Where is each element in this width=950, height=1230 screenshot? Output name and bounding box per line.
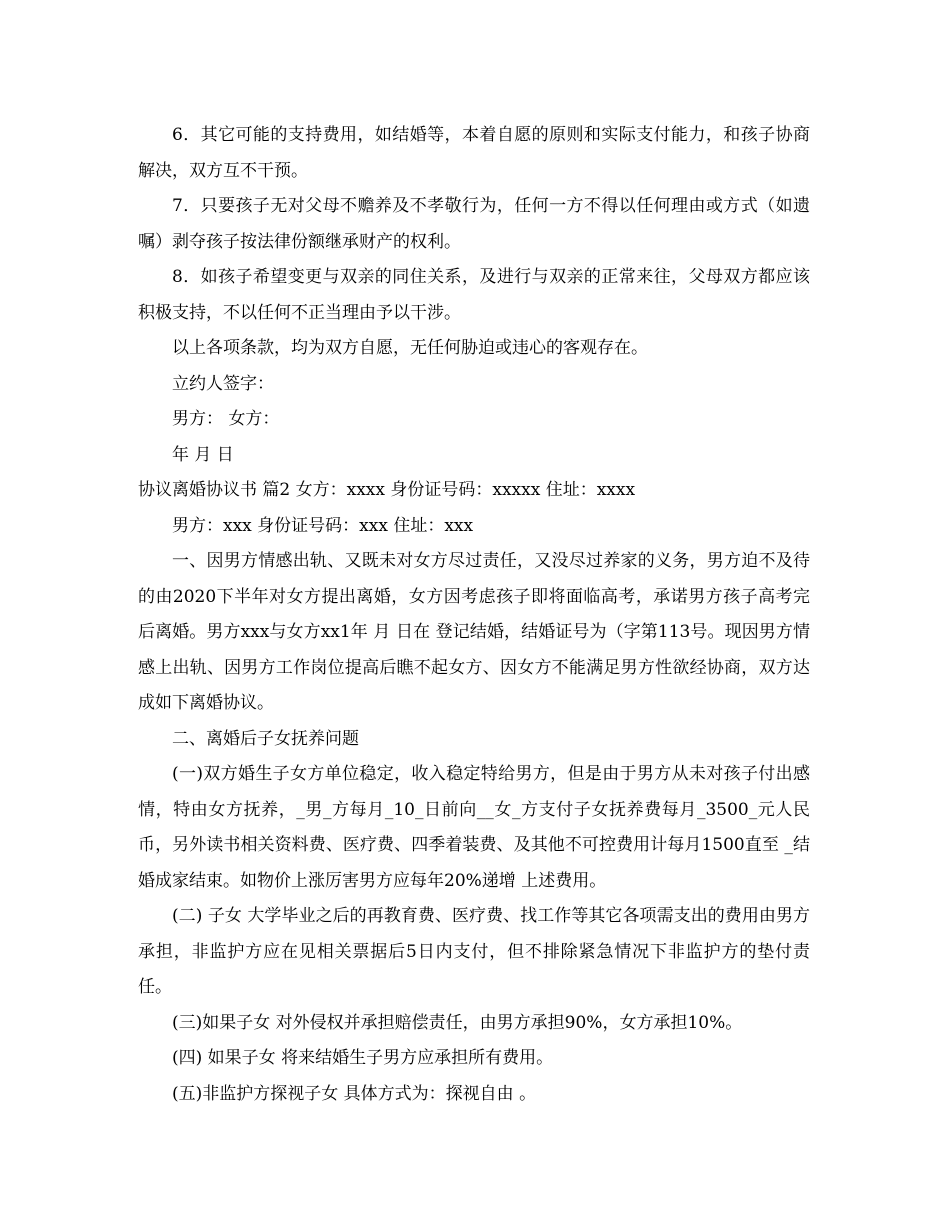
item-4-marriage-costs: (四) 如果子女 将来结婚生子男方应承担所有费用。 — [172, 1048, 554, 1068]
clause-8-cohabitation-change: 8．如孩子希望变更与双亲的同住关系，及进行与双亲的正常来往，父母双方都应该积极支持，不以任何不正当理由予以干涉。 — [138, 267, 810, 323]
agreement-2-header: 协议离婚协议书 篇2 女方：xxxx 身份证号码：xxxxx 住址：xxxx — [138, 480, 636, 500]
item-5-visitation: (五)非监护方探视子女 具体方式为：探视自由 。 — [172, 1083, 537, 1104]
male-party-info: 男方：xxx 身份证号码：xxx 住址：xxx — [172, 515, 474, 536]
voluntary-statement: 以上各项条款，均为双方自愿，无任何胁迫或违心的客观存在。 — [172, 338, 648, 358]
date-line: 年 月 日 — [172, 444, 234, 465]
item-2-education-costs: (二) 子女 大学毕业之后的再教育费、医疗费、找工作等其它各项需支出的费用由男方承担，非监护方应在见相关票据后5日内支付，但不排除紧急情况下非监护方的垫付责任。 — [138, 906, 810, 997]
signature-label: 立约人签字： — [172, 373, 274, 394]
item-3-liability: (三)如果子女 对外侵权并承担赔偿责任，由男方承担90%，女方承担10%。 — [172, 1012, 743, 1033]
parties-signature-line: 男方： 女方： — [172, 409, 280, 429]
document-body — [138, 118, 810, 1112]
clause-7-inheritance-rights: 7．只要孩子无对父母不赡养及不孝敬行为，任何一方不得以任何理由或方式（如遗嘱）剥夺孩子按法律份额继承财产的权利。 — [138, 196, 810, 252]
item-1-custody-support: (一)双方婚生子女方单位稳定，收入稳定特给男方，但是由于男方从未对孩子付出感情，特由女方抚养，_男_方每月_10_日前向__女_方支付子女抚养费每月_3500_元人民币，另外读书相关资料费、医疗费、四季着装费、及其他不可控费用计每月1500直至 _结婚成家结束。如物价上涨厉害男方应每年20%递增 上述费用。 — [138, 764, 810, 891]
section-1-divorce-reason: 一、因男方情感出轨、又既未对女方尽过责任，又没尽过养家的义务，男方迫不及待的由2020下半年对女方提出离婚，女方因考虑孩子即将面临高考，承诺男方孩子高考完后离婚。男方xxx与女方xx1年 月 日在 登记结婚，结婚证号为（字第113号。现因男方情感上出轨、因男方工作岗位提高后瞧不起女方、因女方不能满足男方性欲经协商，双方达成如下离婚协议。 — [138, 551, 810, 713]
section-2-heading: 二、离婚后子女抚养问题 — [172, 728, 359, 749]
clause-6-support-costs: 6．其它可能的支持费用，如结婚等，本着自愿的原则和实际支付能力，和孩子协商解决，双方互不干预。 — [138, 125, 810, 181]
